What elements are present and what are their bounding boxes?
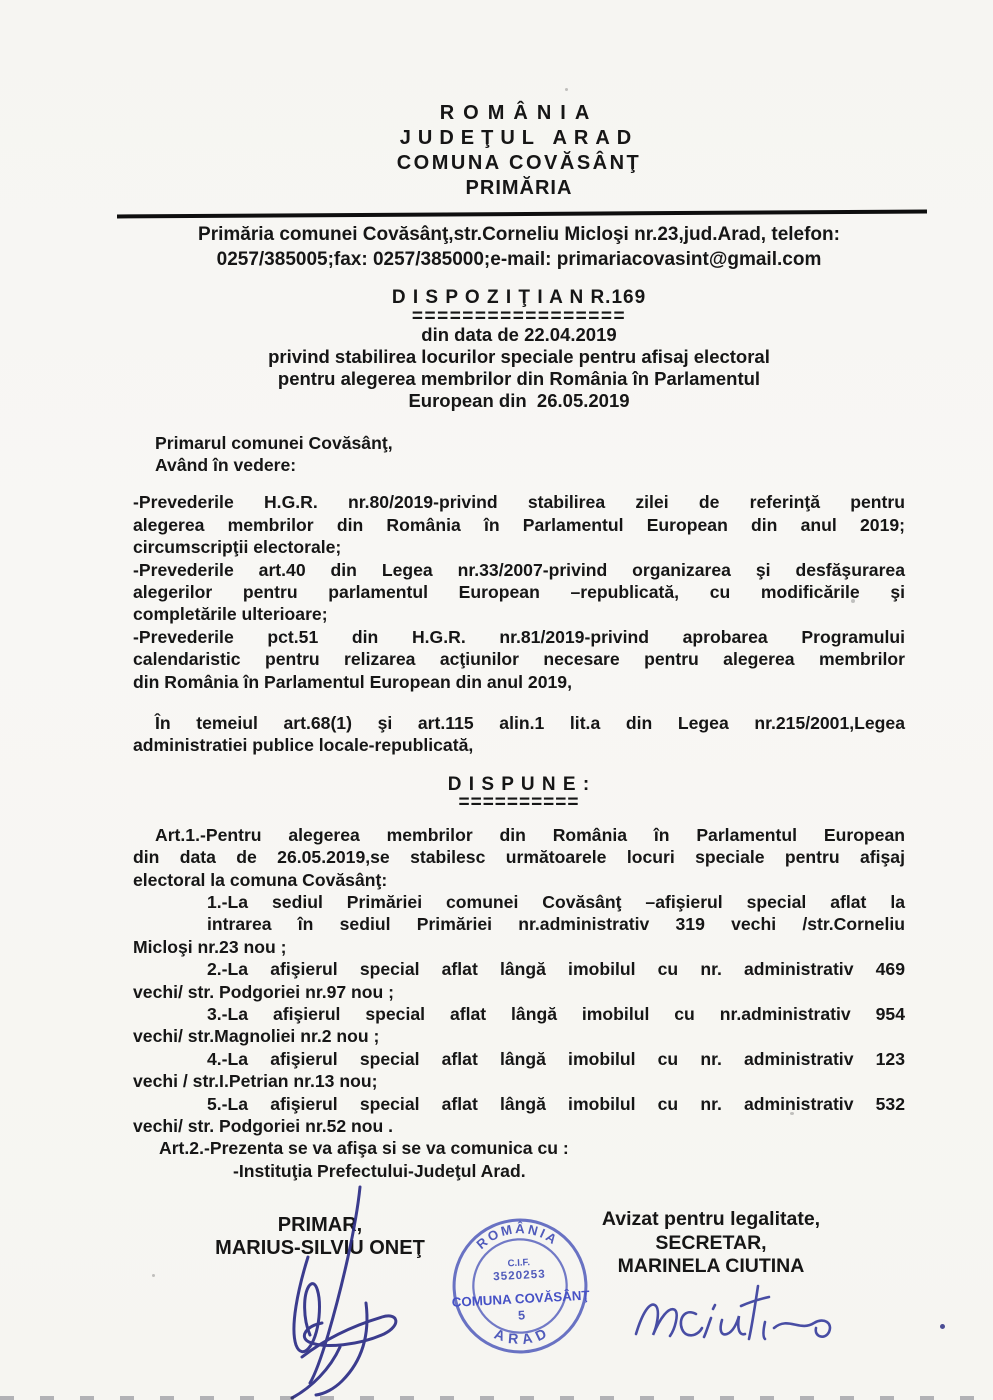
preamble (133, 432, 905, 477)
location-item-line: 4.-La afişierul special aflat lângă imobilul cu nr. administrativ 123 (207, 1048, 905, 1069)
dispune-heading-block (133, 774, 905, 811)
location-item-line: 3.-La afişierul special aflat lângă imobilul cu nr.administrativ 954 (207, 1004, 905, 1025)
art1-line: Art.1.-Pentru alegerea membrilor din România în Parlamentul European (155, 824, 905, 845)
letterhead-country: ROMÂNIA (439, 102, 599, 124)
stamp-commune-text: COMUNA COVĂSÂNŢ (451, 1287, 589, 1310)
approval-text: Avizat pentru legalitate, (601, 1208, 821, 1230)
header-divider (117, 210, 927, 218)
stamp-number: 5 (517, 1308, 526, 1323)
dispune-heading: D I S P U N E : (447, 773, 591, 795)
secretary-name: MARINELA CIUTINA (617, 1255, 805, 1277)
location-item-line: Micloşi nr.23 nou ; (133, 936, 287, 957)
stamp-seal-icon (445, 1210, 594, 1361)
location-item-line: vechi / str.I.Petrian nr.13 nou; (133, 1071, 378, 1092)
art1-line: electoral la comuna Covăsânţ: (133, 869, 388, 890)
article-1 (133, 824, 905, 1183)
legal-basis (133, 712, 905, 757)
recital-line: -Prevederile H.G.R. nr.80/2019-privind stabilirea zilei de referinţă pentru (133, 492, 905, 513)
letterhead (133, 101, 905, 201)
contact-block (133, 222, 905, 272)
title-underline: ================= (411, 305, 627, 327)
letterhead-commune: COMUNA COVĂSÂNŢ (396, 152, 642, 174)
secretary-handwritten-signature (622, 1278, 872, 1348)
recital-line: alegerea membrilor din România în Parlamentul European din anul 2019; (133, 514, 905, 535)
mayor-role: PRIMAR, (277, 1214, 363, 1236)
letterhead-county: JUDEŢUL ARAD (399, 127, 639, 149)
recital-line: -Prevederile pct.51 din H.G.R. nr.81/2019-privind aprobarea Programului (133, 626, 905, 647)
preamble-line: Având în vedere: (155, 454, 297, 475)
recital-line: circumscripţii electorale; (133, 537, 342, 558)
art1-line: din data de 26.05.2019,se stabilesc următoarele locuri speciale pentru afişaj (133, 847, 905, 868)
dispune-underline: ========== (458, 791, 580, 813)
contact-line: Primăria comunei Covăsânţ,str.Corneliu Micloşi nr.23,jud.Arad, telefon: (198, 223, 840, 245)
recitals (133, 491, 905, 693)
contact-line: 0257/385005;fax: 0257/385000;e-mail: primariacovasint@gmail.com (216, 248, 822, 270)
stamp-county-text: ARAD (491, 1323, 554, 1349)
recital-line: calendaristic pentru relizarea acţiunilor necesare pentru alegerea membrilor (133, 649, 905, 670)
preamble-line: Primarul comunei Covăsânţ, (155, 432, 393, 453)
location-item-line: vechi/ str. Podgoriei nr.52 nou . (133, 1116, 394, 1137)
scan-speck (152, 1274, 155, 1277)
location-item-line: 1.-La sediul Primăriei comunei Covăsânţ –afişierul special aflat la (207, 892, 905, 912)
scan-speck (790, 1112, 794, 1115)
recital-line: din România în Parlamentul European din anul 2019, (133, 671, 572, 692)
document-title: D I S P O Z I Ţ I A N R.169 (391, 286, 647, 308)
location-item-line: vechi/ str.Magnoliei nr.2 nou ; (133, 1026, 380, 1047)
secretary-role: SECRETAR, (655, 1231, 767, 1254)
scan-speck (565, 88, 568, 91)
location-item-line: 5.-La afişierul special aflat lângă imobilul cu nr. administrativ 532 (207, 1093, 905, 1114)
scan-speck (851, 599, 855, 603)
mayor-name: MARIUS-SILVIU ONEŢ (215, 1237, 425, 1259)
recital-line: -Prevederile art.40 din Legea nr.33/2007-privind organizarea şi desfăşurarea (133, 559, 905, 580)
mayor-handwritten-signature (268, 1185, 428, 1400)
secretary-signature-block (575, 1208, 847, 1279)
title-date: din data de 22.04.2019 (421, 323, 617, 345)
title-block (133, 287, 905, 412)
letterhead-institution: PRIMĂRIA (465, 177, 573, 199)
title-subject: pentru alegerea membrilor din România în Parlamentul (277, 367, 761, 389)
stamp-country-text: ROMÂNIA (473, 1221, 562, 1252)
recital-line: alegerilor pentru parlamentul European –republicată, cu modificările şi (133, 581, 905, 602)
location-item-line: intrarea în sediul Primăriei nr.administrativ 319 vechi /str.Corneliu (207, 914, 905, 935)
legal-basis-line: administratiei publice locale-republicată, (133, 735, 474, 756)
stamp-cif-label: C.I.F. (507, 1257, 531, 1270)
legal-basis-line: În temeiul art.68(1) şi art.115 alin.1 lit.a din Legea nr.215/2001,Legea (155, 712, 905, 733)
art2-line: Art.2.-Prezenta se va afişa si se va comunica cu : (159, 1138, 569, 1159)
document-page (133, 0, 905, 1182)
svg-text:ROMÂNIA (473, 1219, 563, 1253)
title-subject: European din 26.05.2019 (408, 389, 630, 411)
art2-recipient: -Instituţia Prefectului-Judeţul Arad. (233, 1160, 526, 1181)
stamp-cif-value: 3520253 (492, 1267, 546, 1284)
title-subject: privind stabilirea locurilor speciale pentru afisaj electoral (268, 345, 770, 367)
ink-period-mark (940, 1324, 945, 1329)
scan-bottom-edge (0, 1396, 993, 1400)
location-item-line: 2.-La afişierul special aflat lângă imobilul cu nr. administrativ 469 (207, 959, 905, 980)
location-item-line: vechi/ str. Podgoriei nr.97 nou ; (133, 981, 395, 1002)
recital-line: completările ulterioare; (133, 604, 328, 625)
official-round-stamp (445, 1210, 594, 1361)
